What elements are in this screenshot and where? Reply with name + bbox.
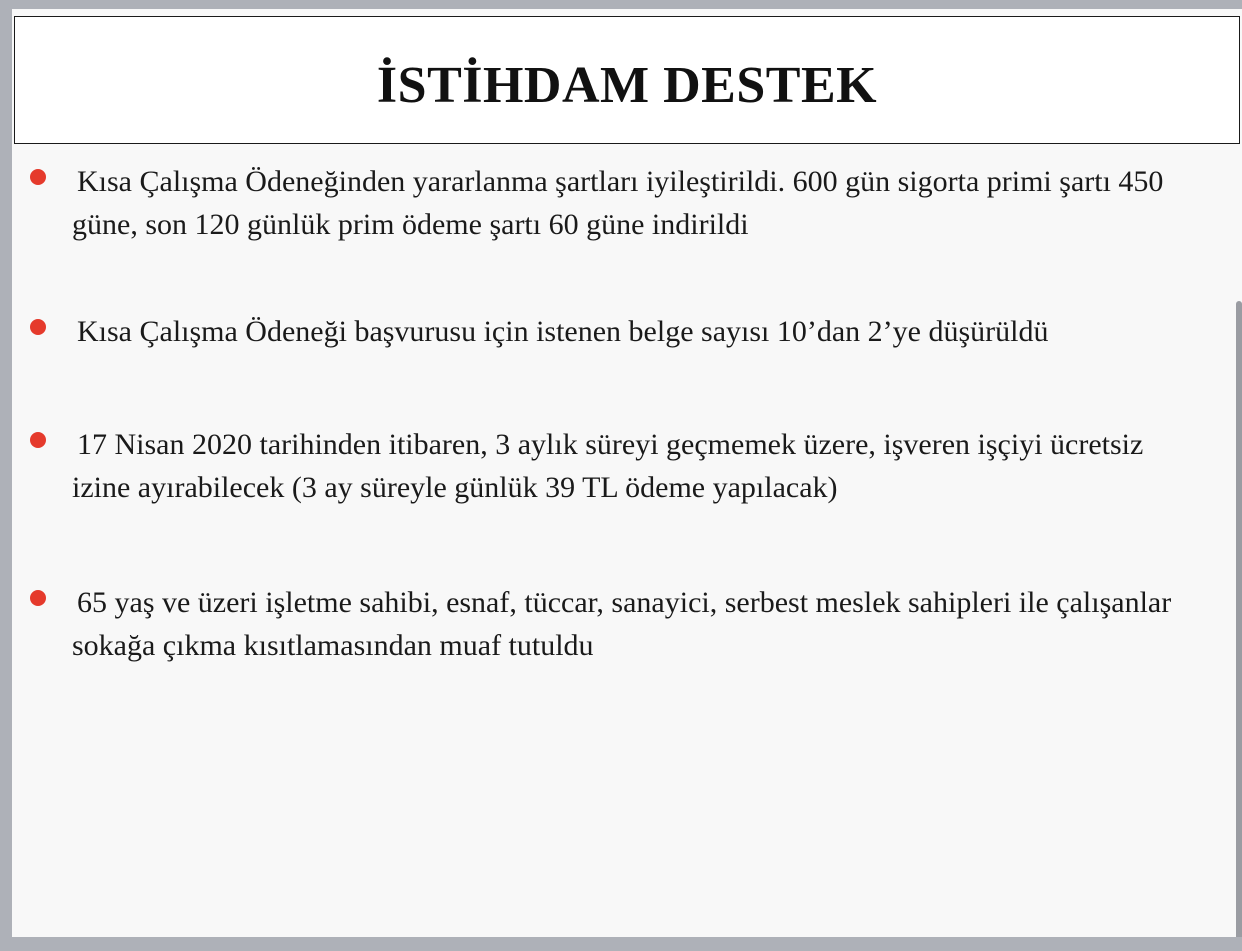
bullet-text: 65 yaş ve üzeri işletme sahibi, esnaf, tüccar, sanayici, serbest meslek sahipleri ile çalışanlar sokağa çıkma kısıtlamasından muaf tutuldu [72,586,1172,662]
bullet-text: Kısa Çalışma Ödeneğinden yararlanma şartları iyileştirildi. 600 gün sigorta primi şartı 450 güne, son 120 günlük prim ödeme şartı 60 güne indirildi [72,165,1164,241]
bullet-dot-icon [30,432,46,448]
slide-title: İSTİHDAM DESTEK [376,56,878,114]
bullet-dot-icon [30,169,46,185]
bullet-dot-icon [30,319,46,335]
bullet-list [12,9,1242,937]
bullet-text: 17 Nisan 2020 tarihinden itibaren, 3 aylık süreyi geçmemek üzere, işveren işçiyi ücretsiz izine ayırabilecek (3 ay süreyle günlük 39 TL ödeme yapılacak) [72,428,1144,504]
vertical-scrollbar[interactable] [1236,301,1242,937]
slide [12,9,1242,937]
bullet-text: Kısa Çalışma Ödeneği başvurusu için istenen belge sayısı 10’dan 2’ye düşürüldü [77,315,1049,348]
bullet-dot-icon [30,590,46,606]
